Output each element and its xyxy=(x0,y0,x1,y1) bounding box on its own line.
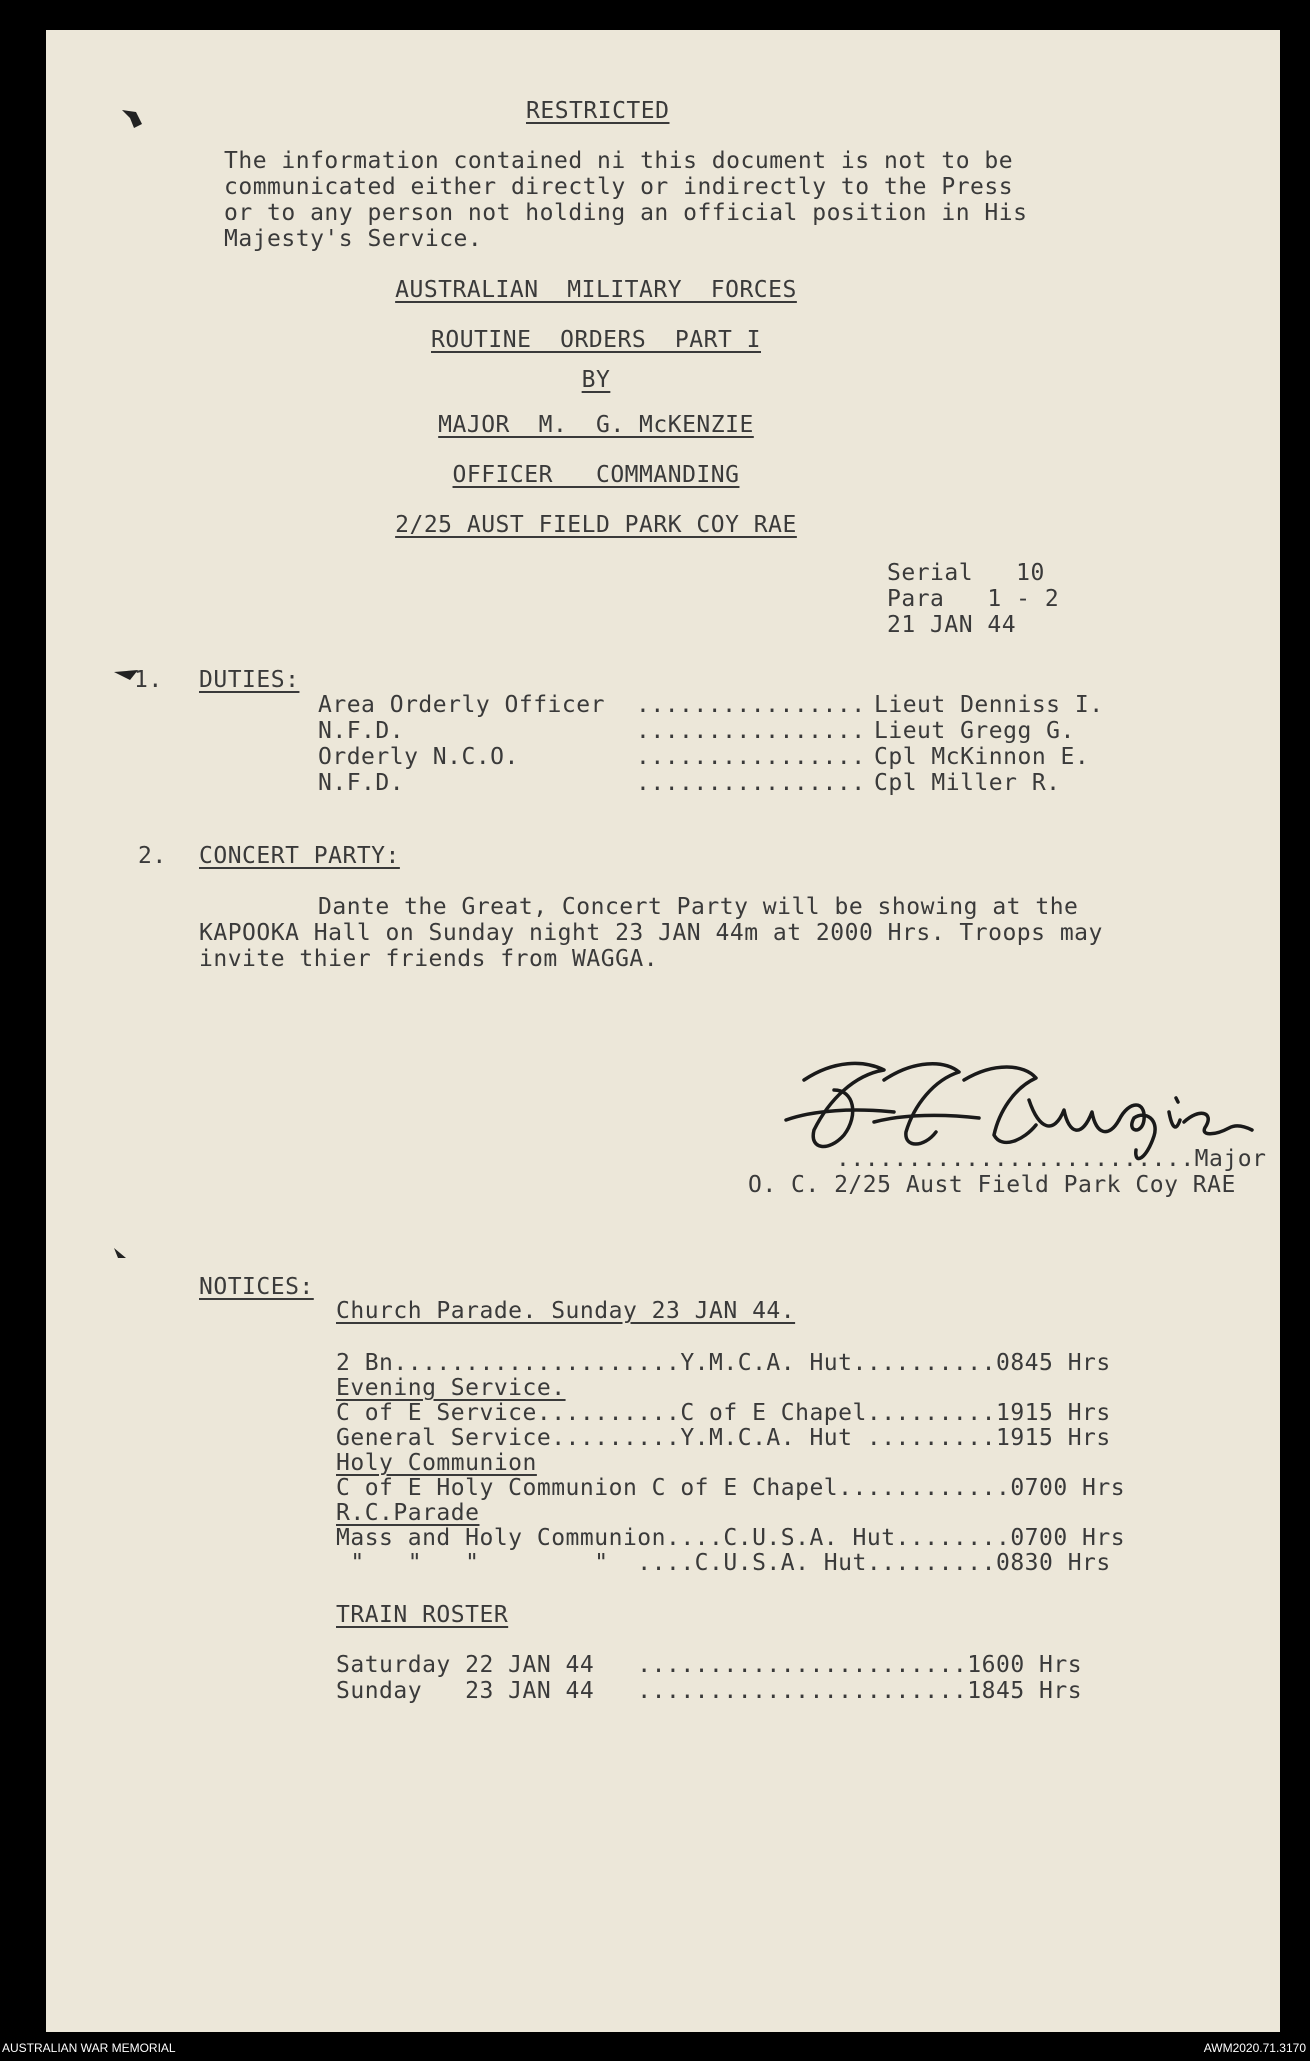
footer-archive-label: AUSTRALIAN WAR MEMORIAL xyxy=(2,2041,176,2055)
title-line-6: 2/25 AUST FIELD PARK COY RAE xyxy=(395,512,797,538)
duty-leader: ................ xyxy=(636,744,866,770)
notice-line-3: or to any person not holding an official position in His xyxy=(224,200,1028,226)
serial-number: Serial 10 xyxy=(887,560,1045,586)
duty-name: Lieut Denniss I. xyxy=(874,692,1104,718)
notice-line-1: The information contained ni this document is not to be xyxy=(224,148,1014,174)
notices-heading: NOTICES: xyxy=(199,1274,314,1300)
punch-mark xyxy=(118,104,158,134)
duty-role: Orderly N.C.O. xyxy=(318,744,519,770)
church-line: " " " " ....C.U.S.A. Hut.........0830 Hrs xyxy=(336,1550,1111,1576)
church-subheading: R.C.Parade xyxy=(336,1500,480,1526)
duty-role: N.F.D. xyxy=(318,718,405,744)
title-line-4: MAJOR M. G. McKENZIE xyxy=(438,412,754,438)
church-parade-heading: Church Parade. Sunday 23 JAN 44. xyxy=(336,1298,796,1324)
duty-role: Area Orderly Officer xyxy=(318,692,605,718)
title-line-5: OFFICER COMMANDING xyxy=(452,462,740,488)
train-roster-heading: TRAIN ROSTER xyxy=(336,1602,509,1628)
duties-number: 1. xyxy=(134,667,163,693)
duty-leader: ................ xyxy=(636,718,866,744)
notice-line-2: communicated either directly or indirectly to the Press xyxy=(224,174,1014,200)
signature-dots-major: .........................Major xyxy=(836,1146,1267,1172)
title-line-2: ROUTINE ORDERS PART I xyxy=(431,327,761,353)
concert-number: 2. xyxy=(138,843,167,869)
train-line: Saturday 22 JAN 44 .......................1600 Hrs xyxy=(336,1652,1083,1678)
church-line: General Service.........Y.M.C.A. Hut .........1915 Hrs xyxy=(336,1425,1111,1451)
train-line: Sunday 23 JAN 44 .......................1845 Hrs xyxy=(336,1678,1083,1704)
title-line-3: BY xyxy=(581,367,611,393)
church-line: C of E Holy Communion C of E Chapel............0700 Hrs xyxy=(336,1475,1126,1501)
notice-line-4: Majesty's Service. xyxy=(224,226,483,252)
concert-line-1: Dante the Great, Concert Party will be showing at the xyxy=(318,894,1079,920)
order-date: 21 JAN 44 xyxy=(887,612,1017,638)
duty-leader: ................ xyxy=(636,770,866,796)
concert-heading: CONCERT PARTY: xyxy=(199,843,400,869)
duty-name: Lieut Gregg G. xyxy=(874,718,1075,744)
duty-name: Cpl Miller R. xyxy=(874,770,1061,796)
concert-line-2: KAPOOKA Hall on Sunday night 23 JAN 44m at 2000 Hrs. Troops may xyxy=(199,920,1103,946)
church-line: 2 Bn....................Y.M.C.A. Hut..........0845 Hrs xyxy=(336,1350,1111,1376)
duties-heading: DUTIES: xyxy=(199,667,300,693)
church-line: Mass and Holy Communion....C.U.S.A. Hut........0700 Hrs xyxy=(336,1525,1126,1551)
church-subheading: Evening Service. xyxy=(336,1375,566,1401)
signature-unit-line: O. C. 2/25 Aust Field Park Coy RAE xyxy=(748,1172,1236,1198)
punch-mark xyxy=(112,1246,132,1262)
punch-mark xyxy=(112,668,142,684)
footer-catalog-id: AWM2020.71.3170 xyxy=(1203,2041,1306,2055)
concert-line-3: invite thier friends from WAGGA. xyxy=(199,946,659,972)
duty-leader: ................ xyxy=(636,692,866,718)
duty-role: N.F.D. xyxy=(318,770,405,796)
classification-heading: RESTRICTED xyxy=(526,98,670,124)
para-range: Para 1 - 2 xyxy=(887,586,1060,612)
church-subheading: Holy Communion xyxy=(336,1450,537,1476)
title-line-1: AUSTRALIAN MILITARY FORCES xyxy=(395,277,797,303)
church-line: C of E Service..........C of E Chapel.........1915 Hrs xyxy=(336,1400,1111,1426)
duty-name: Cpl McKinnon E. xyxy=(874,744,1090,770)
document-page xyxy=(46,30,1280,2032)
